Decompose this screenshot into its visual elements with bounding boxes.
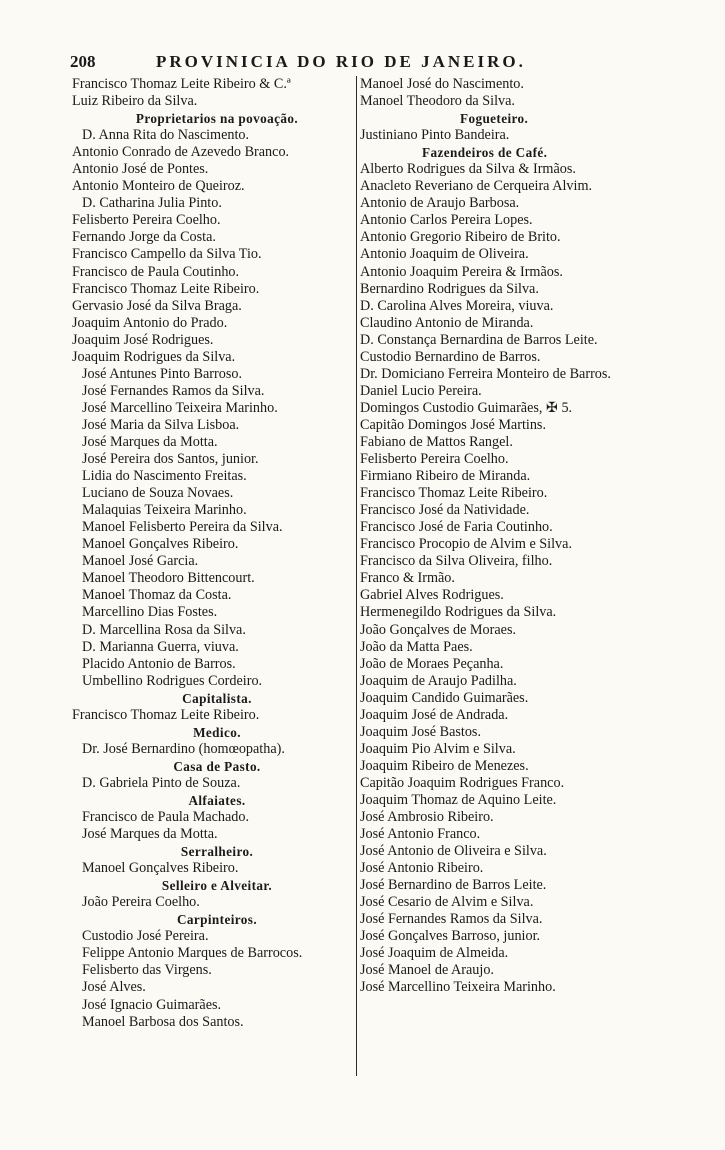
list-entry: José Ambrosio Ribeiro. [360,809,494,826]
list-entry: João de Moraes Peçanha. [360,655,504,672]
list-entry: Francisco Thomaz Leite Ribeiro. [72,280,260,297]
list-entry: Francisco Campello da Silva Tio. [72,246,262,263]
list-entry: Joaquim José de Andrada. [360,706,509,723]
list-entry: D. Carolina Alves Moreira, viuva. [360,297,554,314]
list-entry: Felisberto das Virgens. [82,962,212,979]
list-entry: José Antonio de Oliveira e Silva. [360,843,547,860]
list-entry: D. Marcellina Rosa da Silva. [82,621,246,638]
list-entry: Francisco da Silva Oliveira, filho. [360,553,553,570]
section-heading: Fogueteiro. [460,111,529,127]
list-entry: Firmiano Ribeiro de Miranda. [360,468,531,485]
list-entry: Alberto Rodrigues da Silva & Irmãos. [360,161,576,178]
list-entry: Manoel Barbosa dos Santos. [82,1013,244,1030]
list-entry: José Gonçalves Barroso, junior. [360,928,541,945]
list-entry: Hermenegildo Rodrigues da Silva. [360,604,557,621]
list-entry: Manoel José Garcia. [82,553,199,570]
list-entry: Antonio Carlos Pereira Lopes. [360,212,533,229]
list-entry: Antonio Joaquim de Oliveira. [360,246,529,263]
list-entry: Capitão Joaquim Rodrigues Franco. [360,774,565,791]
list-entry: Joaquim José Bastos. [360,723,481,740]
list-entry: João Pereira Coelho. [82,894,200,911]
list-entry: Domingos Custodio Guimarães, ✠ 5. [360,399,573,416]
list-entry: Antonio Conrado de Azevedo Branco. [72,144,290,161]
list-entry: Manoel Gonçalves Ribeiro. [82,860,239,877]
section-heading: Medico. [193,724,241,740]
list-entry: Gabriel Alves Rodrigues. [360,587,504,604]
list-entry: Fernando Jorge da Costa. [72,229,216,246]
list-entry: Fabiano de Mattos Rangel. [360,433,513,450]
list-entry: João da Matta Paes. [360,638,473,655]
list-entry: Antonio Joaquim Pereira & Irmãos. [360,263,563,280]
list-entry: Antonio de Araujo Barbosa. [360,195,520,212]
list-entry: José Antunes Pinto Barroso. [82,365,243,382]
list-entry: Francisco Thomaz Leite Ribeiro & C.ª [72,76,291,92]
page-number: 208 [70,52,96,71]
list-entry: Justiniano Pinto Bandeira. [360,127,510,144]
column-divider [356,76,357,1076]
list-entry: Manoel Thomaz da Costa. [82,587,232,604]
list-entry: Gervasio José da Silva Braga. [72,297,242,314]
list-entry: D. Anna Rita do Nascimento. [82,127,250,144]
list-entry: Manoel Theodoro Bittencourt. [82,570,255,587]
list-entry: Manoel José do Nascimento. [360,76,524,92]
running-head: PROVINICIA DO RIO DE JANEIRO. [156,52,526,71]
list-entry: Marcellino Dias Fostes. [82,604,218,621]
list-entry: D. Constança Bernardina de Barros Leite. [360,331,598,348]
section-heading: Casa de Pasto. [173,758,261,774]
list-entry: Manoel Felisberto Pereira da Silva. [82,519,283,536]
list-entry: José Marcellino Teixeira Marinho. [360,979,556,996]
list-entry: José Fernandes Ramos da Silva. [82,382,265,399]
list-entry: Anacleto Reveriano de Cerqueira Alvim. [360,178,593,195]
list-entry: Francisco de Paula Coutinho. [72,263,240,280]
list-entry: Luciano de Souza Novaes. [82,485,234,502]
list-entry: Franco & Irmão. [360,570,455,587]
list-entry: Capitão Domingos José Martins. [360,416,547,433]
list-entry: Francisco José da Natividade. [360,502,530,519]
list-entry: Francisco Procopio de Alvim e Silva. [360,536,572,553]
list-entry: Francisco Thomaz Leite Ribeiro. [72,706,260,723]
list-entry: Lidia do Nascimento Freitas. [82,468,247,485]
list-entry: D. Catharina Julia Pinto. [82,195,222,212]
list-entry: Francisco José de Faria Coutinho. [360,519,553,536]
list-entry: Felisberto Pereira Coelho. [360,451,509,468]
section-heading: Carpinteiros. [176,912,258,928]
list-entry: Placido Antonio de Barros. [82,655,236,672]
list-entry: Joaquim José Rodrigues. [72,331,214,348]
list-entry: Felippe Antonio Marques de Barrocos. [82,945,303,962]
list-entry: Umbellino Rodrigues Cordeiro. [82,672,263,689]
list-entry: Joaquim Ribeiro de Menezes. [360,757,529,774]
list-entry: José Joaquim de Almeida. [360,945,509,962]
list-entry: Joaquim Candido Guimarães. [360,689,529,706]
list-entry: Joaquim Antonio do Prado. [72,314,228,331]
list-entry: José Fernandes Ramos da Silva. [360,911,543,928]
list-entry: Dr. José Bernardino (homœopatha). [82,740,285,757]
list-entry: João Gonçalves de Moraes. [360,621,517,638]
list-entry: José Pereira dos Santos, junior. [82,451,259,468]
list-entry: Manoel Theodoro da Silva. [360,93,515,110]
list-entry: Felisberto Pereira Coelho. [72,212,221,229]
section-heading: Serralheiro. [180,844,254,860]
left-column [72,76,362,1031]
section-heading: Proprietarios na povoação. [135,111,299,127]
list-entry: Malaquias Teixeira Marinho. [82,502,247,519]
list-entry: D. Marianna Guerra, viuva. [82,638,239,655]
list-entry: D. Gabriela Pinto de Souza. [82,774,241,791]
list-entry: Antonio Monteiro de Queiroz. [72,178,245,195]
list-entry: Custodio Bernardino de Barros. [360,348,541,365]
list-entry: José Marques da Motta. [82,433,218,450]
list-entry: José Antonio Franco. [360,826,481,843]
list-entry: Joaquim Pio Alvim e Silva. [360,740,516,757]
list-entry: José Marques da Motta. [82,826,218,843]
list-entry: Joaquim Rodrigues da Silva. [72,348,236,365]
list-entry: Antonio José de Pontes. [72,161,209,178]
list-entry: José Cesario de Alvim e Silva. [360,894,534,911]
list-entry: Francisco Thomaz Leite Ribeiro. [360,485,548,502]
list-entry: Francisco de Paula Machado. [82,809,250,826]
list-entry: Daniel Lucio Pereira. [360,382,482,399]
list-entry: José Ignacio Guimarães. [82,996,222,1013]
list-entry: José Manoel de Araujo. [360,962,494,979]
list-entry: Luiz Ribeiro da Silva. [72,93,198,110]
right-column [360,76,658,997]
list-entry: José Maria da Silva Lisboa. [82,416,240,433]
list-entry: Dr. Domiciano Ferreira Monteiro de Barros. [360,365,611,382]
list-entry: Custodio José Pereira. [82,928,209,945]
list-entry: José Alves. [82,979,146,996]
list-entry: José Bernardino de Barros Leite. [360,877,547,894]
list-entry: Bernardino Rodrigues da Silva. [360,280,539,297]
section-heading: Capitalista. [182,690,252,706]
list-entry: Claudino Antonio de Miranda. [360,314,534,331]
section-heading: Selleiro e Alveitar. [161,878,273,894]
list-entry: Joaquim de Araujo Padilha. [360,672,517,689]
section-heading: Alfaiates. [188,792,246,808]
section-heading: Fazendeiros de Café. [422,145,548,161]
list-entry: Antonio Gregorio Ribeiro de Brito. [360,229,561,246]
list-entry: Manoel Gonçalves Ribeiro. [82,536,239,553]
page-header [70,52,660,74]
list-entry: José Marcellino Teixeira Marinho. [82,399,278,416]
list-entry: José Antonio Ribeiro. [360,860,484,877]
list-entry: Joaquim Thomaz de Aquino Leite. [360,791,557,808]
